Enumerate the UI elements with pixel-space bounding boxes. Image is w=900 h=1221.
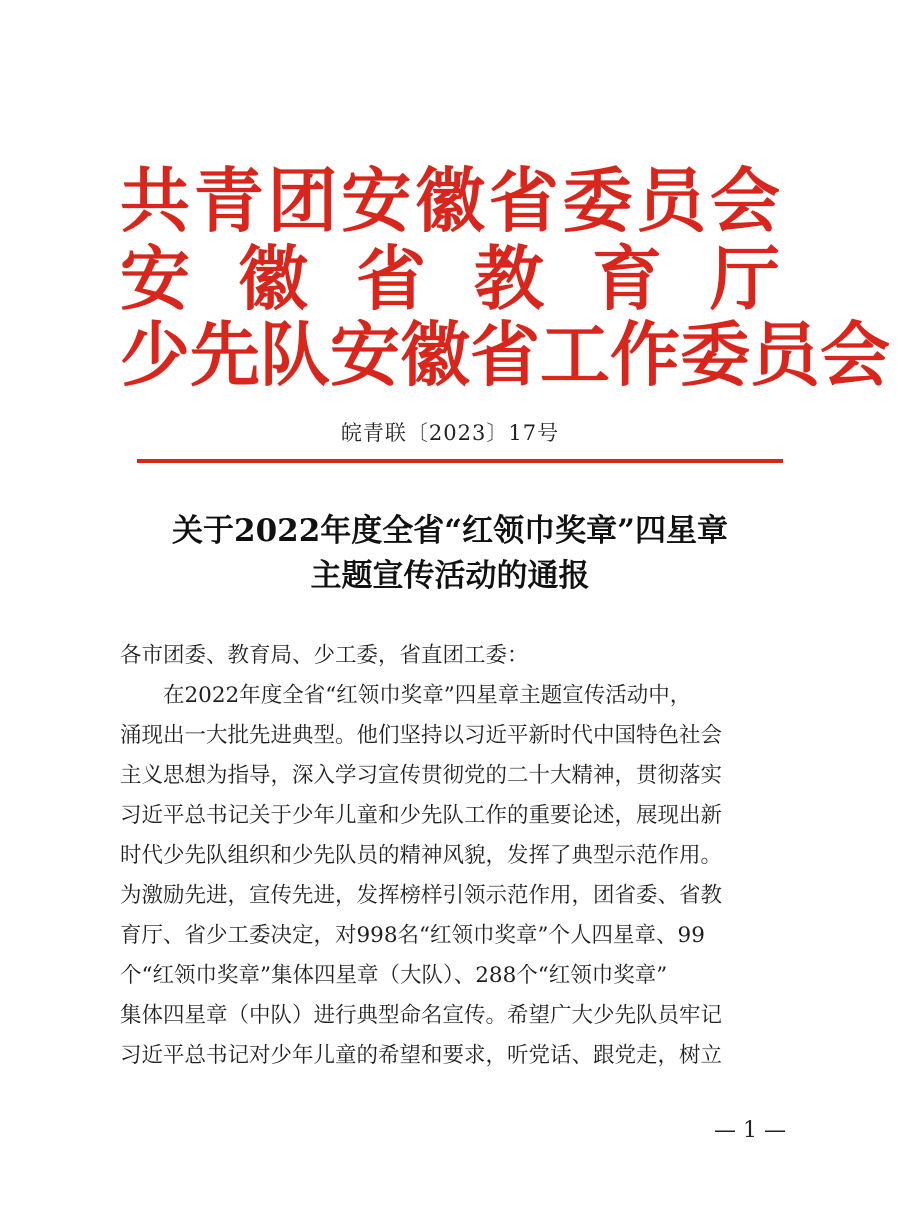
issuer-name-education-department: [120, 238, 780, 320]
issuer-character: 团: [267, 160, 338, 242]
issuer-character: 省: [470, 314, 540, 396]
issuer-character: 共: [120, 160, 190, 242]
issuer-character: 省: [356, 238, 426, 320]
issuer-character: 厅: [710, 238, 780, 320]
page-number: — 1 —: [714, 1118, 786, 1143]
body-paragraph-line: 个“红领巾奖章”集体四星章（大队）、288个“红领巾奖章”: [120, 963, 668, 988]
issuer-character: 徽: [238, 238, 308, 320]
issuer-character: 员: [636, 160, 707, 242]
issuer-character: 先: [190, 314, 260, 396]
issuer-name-youth-league: [120, 160, 780, 242]
body-paragraph-line: 育厅、省少工委决定，对998名“红领巾奖章”个人四星章、99: [120, 923, 705, 948]
body-paragraph-line: 为激励先进，宣传先进，发挥榜样引领示范作用，团省委、省教: [120, 883, 723, 908]
document-title-line-2: 主题宣传活动的通报: [310, 558, 590, 594]
issuer-character: 会: [820, 314, 890, 396]
issuer-character: 徽: [400, 314, 470, 396]
body-paragraph-line: 集体四星章（中队）进行典型命名宣传。希望广大少先队员牢记: [120, 1003, 723, 1028]
body-paragraph-line: 主义思想为指导，深入学习宣传贯彻党的二十大精神，贯彻落实: [120, 763, 723, 788]
body-paragraph-line: 习近平总书记对少年儿童的希望和要求，听党话、跟党走，树立: [120, 1043, 723, 1068]
body-paragraph-line: 时代少先队组织和少先队员的精神风貌，发挥了典型示范作用。: [120, 843, 723, 868]
issuer-character: 安: [330, 314, 400, 396]
body-paragraph-line: 习近平总书记关于少年儿童和少先队工作的重要论述，展现出新: [120, 803, 723, 828]
body-paragraph-line: 在2022年度全省“红领巾奖章”四星章主题宣传活动中，: [163, 683, 692, 708]
issuer-character: 少: [120, 314, 190, 396]
issuer-character: 徽: [415, 160, 485, 242]
issuer-character: 育: [592, 238, 662, 320]
issuer-character: 安: [341, 160, 412, 242]
issuer-character: 委: [680, 314, 750, 396]
body-paragraph-line: 涌现出一大批先进典型。他们坚持以习近平新时代中国特色社会: [120, 723, 723, 748]
issuer-name-young-pioneers: [120, 314, 890, 396]
document-number: 皖青联〔2023〕17号: [340, 421, 560, 445]
issuer-character: 安: [120, 238, 190, 320]
issuer-character: 工: [540, 314, 610, 396]
document-title-line-1: 关于2022年度全省“红领巾奖章”四星章: [172, 513, 728, 549]
issuer-character: 教: [474, 238, 544, 320]
red-separator-line: [137, 459, 783, 463]
salutation: 各市团委、教育局、少工委，省直团工委：: [120, 643, 529, 668]
issuer-character: 作: [610, 314, 680, 396]
issuer-character: 员: [750, 314, 820, 396]
issuer-character: 会: [710, 160, 780, 242]
issuer-character: 青: [193, 160, 264, 242]
issuer-character: 队: [260, 314, 330, 396]
issuer-character: 省: [488, 160, 559, 242]
issuer-character: 委: [562, 160, 633, 242]
